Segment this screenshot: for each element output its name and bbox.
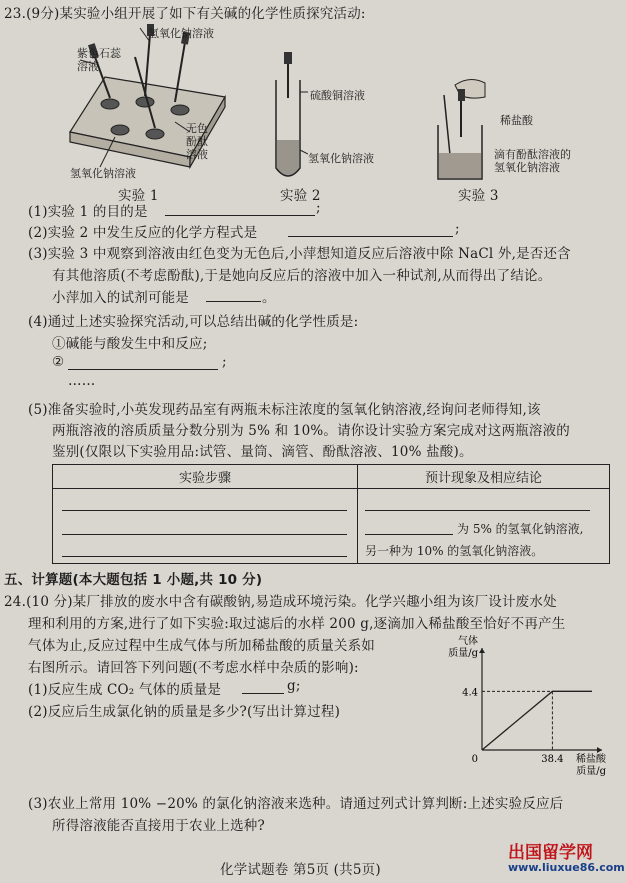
q24-part2: (2)反应后生成氯化钠的质量是多少?(写出计算过程) [28,704,341,720]
origin-label: 0 [471,754,478,765]
q23-part3-line1: (3)实验 3 中观察到溶液由红色变为无色后,小萍想知道反应后溶液中除 NaCl 外,是否还含 [28,246,571,262]
table-cell-steps[interactable] [53,489,358,564]
q23-part1: (1)实验 1 的目的是 [28,204,148,220]
experiment-3-caption: 实验 3 [458,188,499,204]
label-phenolphthalein: 无色 酚酞 溶液 [186,122,208,161]
page-footer: 化学试题卷 第5页 (共5页) [220,862,381,878]
q24-line4: 右图所示。请回答下列问题(不考虑水样中杂质的影响): [28,660,359,676]
q24-line3: 气体为止,反应过程中生成气体与所加稀盐酸的质量关系如 [28,638,375,654]
label-naoh-bottom: 氢氧化钠溶液 [70,167,136,180]
experiment-2-caption: 实验 2 [280,188,321,204]
table-header-steps: 实验步骤 [53,465,358,489]
table-result-line1: 为 5% 的氢氧化钠溶液, [457,522,584,536]
answer-blank-co2[interactable] [242,693,284,694]
y-axis-label: 质量/g [448,648,478,659]
x-axis-arrow [597,747,602,753]
gas-mass-chart [440,632,610,782]
q24-line1: 24.(10 分)某厂排放的废水中含有碳酸钠,易造成环境污染。化学兴趣小组为该厂设计废水处 [4,594,557,610]
table-cell-results[interactable] [358,489,610,564]
q23-part3-line3: 小萍加入的试剂可能是 [52,290,189,306]
q23-part5-line3: 鉴别(仅限以下实验用品:试管、量筒、滴管、酚酞溶液、10% 盐酸)。 [52,444,473,460]
q23-part5-line1: (5)准备实验时,小英发现药品室有两瓶未标注浓度的氢氧化钠溶液,经询问老师得知,该 [28,402,541,418]
watermark-site-url: www.liuxue86.com [508,861,625,874]
q23-part4-dots: …… [68,373,96,389]
experiment-3-figure [430,75,490,185]
x-axis-label: 质量/g [576,766,606,777]
q23-part5-line2: 两瓶溶液的溶质质量分数分别为 5% 和 10%。请你设计实验方案完成对这两瓶溶液的 [52,423,570,439]
label-naoh-top: 氢氧化钠溶液 [148,27,214,40]
y-axis-label: 气体 [458,636,478,647]
label-litmus: 紫色石蕊 溶液 [77,47,121,73]
q23-part3-line2: 有其他溶质(不考虑酚酞),于是她向反应后的溶液中加入一种试剂,从而得出了结论。 [52,268,552,284]
x-axis-label: 稀盐酸 [576,754,606,765]
table-header-results: 预计现象及相应结论 [358,465,610,489]
q23-part2-end: ; [455,221,460,237]
q23-part4-line1: (4)通过上述实验探究活动,可以总结出碱的化学性质是: [28,314,359,330]
label-beaker-solution: 滴有酚酞溶液的 氢氧化钠溶液 [494,148,571,174]
answer-blank-1[interactable] [165,215,315,216]
q24-part3-line1: (3)农业上常用 10% −20% 的氯化钠溶液来选种。请通过列式计算判断:上述实验反应后 [28,796,564,812]
x-tick-label: 38.4 [541,754,564,765]
q23-part4-item2: ② [52,354,65,370]
watermark-site-name: 出国留学网 [508,843,593,863]
q23-intro: 23.(9分)某实验小组开展了如下有关碱的化学性质探究活动: [4,6,366,22]
q24-line2: 理和利用的方案,进行了如下实验:取过滤后的水样 200 g,逐滴加入稀盐酸至恰好不再产生 [28,616,566,632]
q23-part4-item1: ①碱能与酸发生中和反应; [52,336,208,352]
q24-part3-line2: 所得溶液能否直接用于农业上选种? [52,818,265,834]
y-tick-label: 4.4 [462,687,478,699]
y-axis-arrow [479,648,485,653]
q23-part3-end: 。 [262,290,276,306]
experiment-2-figure [268,50,308,190]
q23-part2: (2)实验 2 中发生反应的化学方程式是 [28,225,258,241]
label-cuso4: 硫酸铜溶液 [310,89,365,102]
label-hcl: 稀盐酸 [500,114,533,127]
experiment-design-table [52,464,610,564]
table-result-line2: 另一种为 10% 的氢氧化钠溶液。 [365,544,544,558]
experiment-1-caption: 实验 1 [118,188,159,204]
answer-blank-3[interactable] [206,301,261,302]
answer-blank-4[interactable] [68,369,218,370]
q24-part1-end: g; [287,678,301,694]
label-naoh-tube: 氢氧化钠溶液 [308,152,374,165]
answer-blank-2[interactable] [288,236,453,237]
series-line [482,691,592,750]
section-5-heading: 五、计算题(本大题包括 1 小题,共 10 分) [4,572,263,588]
q23-part1-end: ; [316,200,321,216]
q24-part1: (1)反应生成 CO₂ 气体的质量是 [28,682,222,698]
q23-part4-item2-end: ; [222,354,227,370]
